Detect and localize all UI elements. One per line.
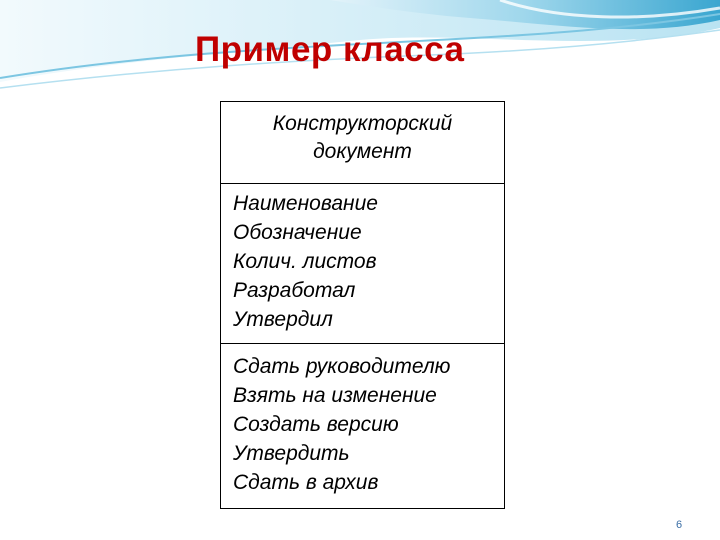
attribute-item: Обозначение bbox=[233, 221, 362, 244]
class-name-section bbox=[221, 102, 504, 184]
operation-item: Сдать в архив bbox=[233, 471, 379, 494]
operation-item: Сдать руководителю bbox=[233, 355, 451, 378]
class-name-line-2: документ bbox=[313, 140, 412, 163]
attribute-item: Утвердил bbox=[233, 308, 333, 331]
operations-section bbox=[221, 344, 504, 508]
attribute-item: Разработал bbox=[233, 279, 356, 302]
operation-item: Утвердить bbox=[233, 442, 350, 465]
operation-item: Взять на изменение bbox=[233, 384, 437, 407]
slide-title: Пример класса bbox=[195, 30, 465, 69]
attributes-section bbox=[221, 184, 504, 344]
class-name-line-1: Конструкторский bbox=[272, 112, 453, 135]
attribute-item: Колич. листов bbox=[233, 250, 377, 273]
page-number: 6 bbox=[676, 519, 683, 531]
operation-item: Создать версию bbox=[233, 413, 399, 436]
uml-class-box bbox=[220, 101, 505, 509]
attribute-item: Наименование bbox=[233, 192, 378, 215]
